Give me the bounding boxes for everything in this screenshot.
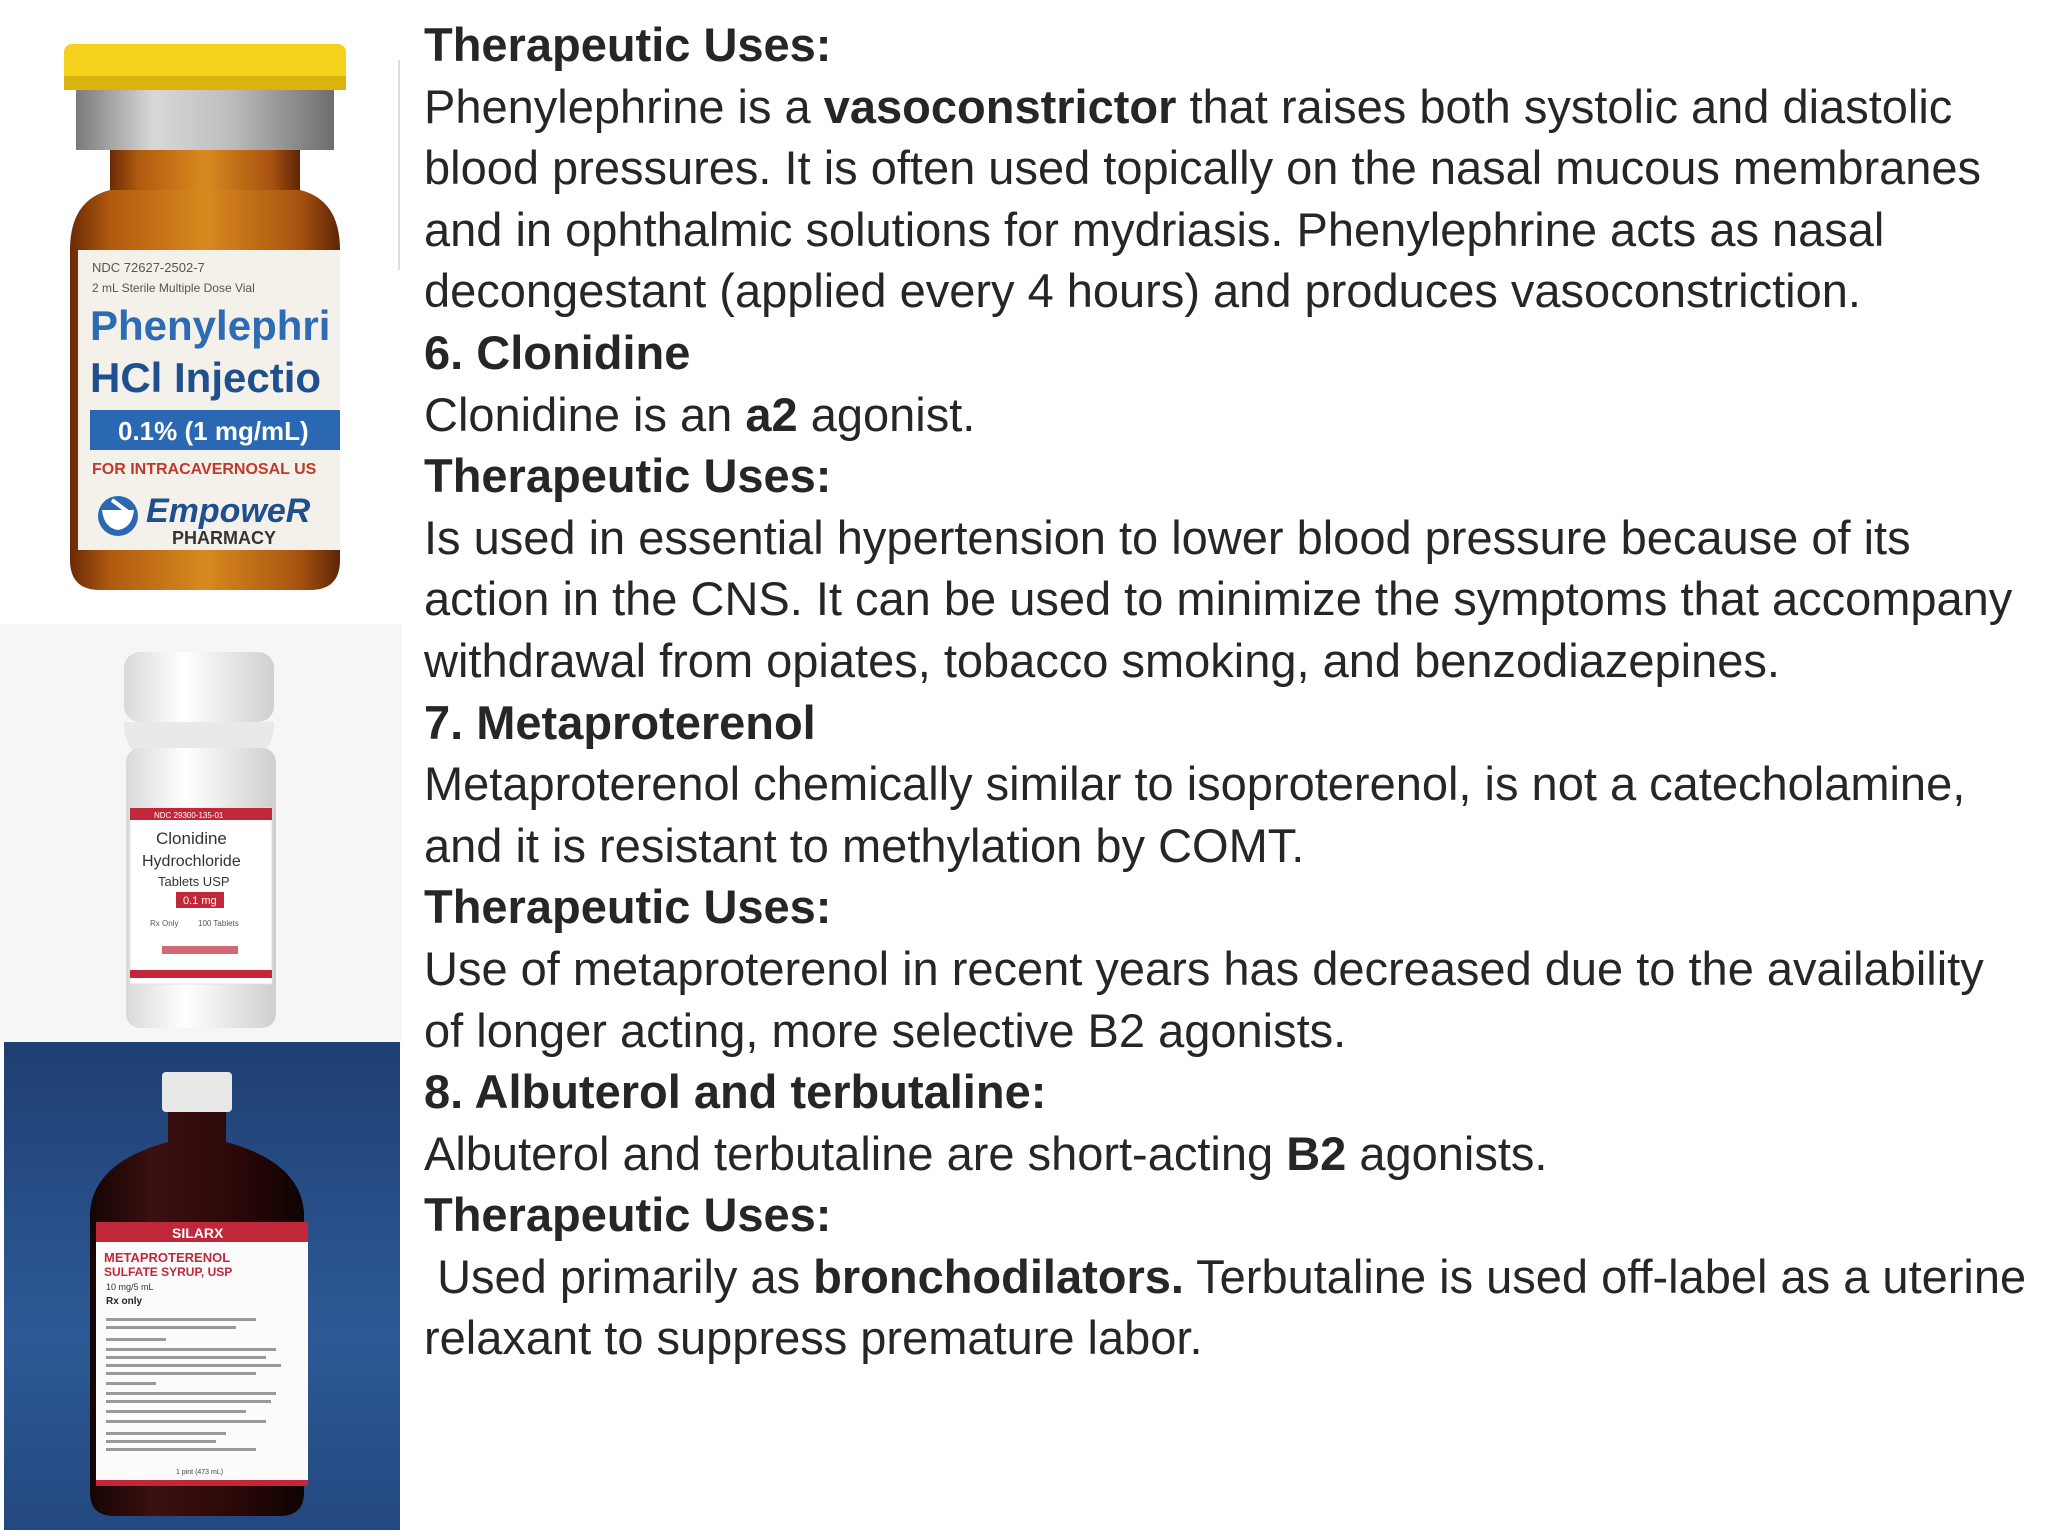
clonidine-bottle-illustration [0,624,402,1042]
vial-strength: 0.1% (1 mg/mL) [118,416,309,446]
phenylephrine-paragraph [424,76,2034,322]
clonidine-intro [424,384,2034,446]
vial-name-line2: HCl Injectio [90,354,322,401]
phenylephrine-vial-photo [0,0,402,624]
tablet-ndc: NDC 29300-135-01 [154,811,224,820]
tablet-name-line3: Tablets USP [158,874,230,889]
therapeutic-uses-heading-metaproterenol: Therapeutic Uses: [424,880,832,934]
tablet-count: 100 Tablets [198,919,239,928]
vial-name-line1: Phenylephri [90,302,331,349]
drug-notes-content [424,14,2040,1369]
syrup-rx: Rx only [106,1296,143,1307]
albuterol-uses-text-b: Terbutaline is used off-label as a uterine relaxant to suppress premature labor. [424,1249,2040,1365]
vial-brand-sub: PHARMACY [172,528,277,548]
metaproterenol-heading: 7. Metaproterenol [424,695,816,749]
metaproterenol-bottle-illustration [0,1042,402,1536]
syrup-name-line2: SULFATE SYRUP, USP [104,1265,233,1279]
vial-route: FOR INTRACAVERNOSAL US [92,461,317,478]
vial-type: 2 mL Sterile Multiple Dose Vial [92,281,255,295]
metaproterenol-bottle-photo [0,1042,402,1536]
clonidine-bottle-photo [0,624,402,1042]
phenylephrine-vial-illustration [0,0,402,624]
syrup-name-line1: METAPROTERENOL [104,1250,231,1265]
phenylephrine-text-a: Phenylephrine is a [424,79,824,133]
vial-ndc: NDC 72627-2502-7 [92,260,205,275]
clonidine-text-a: Clonidine is an [424,387,746,441]
tablet-strength: 0.1 mg [183,895,217,907]
albuterol-uses-paragraph [424,1246,2040,1369]
metaproterenol-uses-paragraph: Use of metaproterenol in recent years has decreased due to the availability of longer acting, more selective B2 agonists. [424,941,1984,1057]
vasoconstrictor-term: vasoconstrictor [823,79,1177,133]
clonidine-uses-paragraph: Is used in essential hypertension to lower blood pressure because of its action in the CNS. It can be used to minimize the symptoms that accompany withdrawal from opiates, tobacco smoking, and benzodiazepines. [424,510,2013,687]
b2-term: B2 [1286,1126,1347,1180]
syrup-volume: 1 pint (473 mL) [176,1469,224,1476]
clonidine-heading: 6. Clonidine [424,325,691,379]
tablet-name-line2: Hydrochloride [142,853,241,870]
albuterol-terbutaline-heading: 8. Albuterol and terbutaline: [424,1065,1047,1119]
a2-term: a2 [745,387,798,441]
mortar-pestle-icon [98,496,138,536]
tablet-rx: Rx Only [150,919,179,928]
metaproterenol-intro: Metaproterenol chemically similar to isoproterenol, is not a catecholamine, and it is resistant to methylation by COMT. [424,757,1966,872]
albuterol-intro [424,1123,2034,1185]
metal-crimp [76,90,334,150]
albuterol-text-b: agonists. [1346,1126,1548,1180]
tablet-name-line1: Clonidine [156,829,227,848]
bottle-cap [124,652,274,722]
therapeutic-uses-heading-clonidine: Therapeutic Uses: [424,449,832,503]
clonidine-text-b: agonist. [797,387,976,441]
albuterol-text-a: Albuterol and terbutaline are short-acting [424,1126,1287,1180]
albuterol-uses-text-a: Used primarily as [424,1249,814,1303]
syrup-brand: SILARX [172,1225,224,1241]
syrup-cap [162,1072,232,1112]
therapeutic-uses-heading-phenylephrine: Therapeutic Uses: [424,18,832,71]
bronchodilators-term: bronchodilators. [813,1249,1184,1303]
vial-brand: EmpoweR [146,492,311,530]
phenylephrine-text-b: that raises both systolic and diastolic blood pressures. It is often used topically on the nasal mucous membranes and in ophthalmic solutions for mydriasis. Phenylephrine acts as nasal decongestant (applied every 4 hours) and produces vasoconstriction. [424,79,1982,318]
therapeutic-uses-heading-albuterol: Therapeutic Uses: [424,1188,832,1242]
syrup-strength: 10 mg/5 mL [106,1282,154,1292]
